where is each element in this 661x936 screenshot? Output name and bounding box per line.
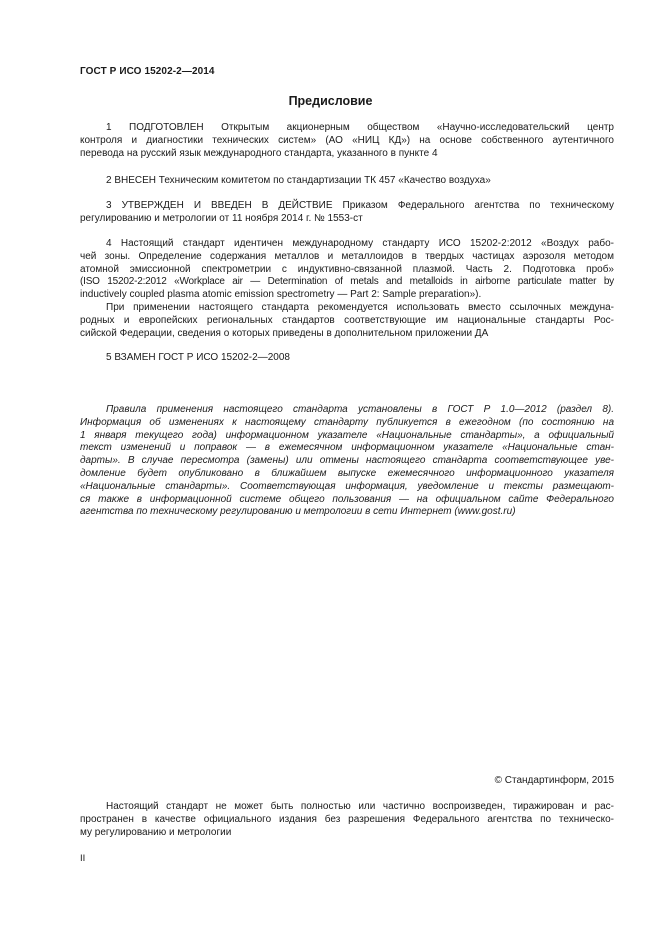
preface-item-5 [80, 352, 614, 365]
text-line: Правила применения настоящего стандарта установлены в ГОСТ Р 1.0—2012 (раздел 8). [106, 404, 614, 415]
text-line: атомной эмиссионной спектрометрии с индуктивно-связанной плазмой. Часть 2. Подготовка проб» [80, 263, 614, 275]
preface-item-4 [80, 238, 614, 340]
text-line: Настоящий стандарт не может быть полностью или частично воспроизведен, тиражирован и рас- [106, 801, 614, 812]
text-line: 4 Настоящий стандарт идентичен международному стандарту ИСО 15202-2:2012 «Воздух рабо- [106, 238, 614, 249]
preface-item-3 [80, 200, 614, 226]
text-line: чей зоны. Определение содержания металлов и металлоидов в твердых частицах аэрозоля методом [80, 250, 614, 262]
text-line: inductively coupled plasma atomic emission spectrometry — Part 2: Sample preparation»). [80, 289, 482, 301]
text-line: контроля и диагностики технических систем» (АО «НИЦ КД») на основе собственного аутентичного [80, 134, 614, 146]
text-line: ся также в информационной системе общего пользования — на официальном сайте Федерального [80, 493, 614, 505]
rules-notice [80, 404, 614, 519]
text-line: му регулированию и метрологии [80, 826, 232, 838]
text-line: домление будет опубликовано в ближайшем выпуске ежемесячного информационного указателя [80, 467, 614, 479]
page-title: Предисловие [288, 94, 373, 108]
text-line: сийской Федерации, сведения о которых приведены в дополнительном приложении ДА [80, 327, 489, 339]
reproduction-notice [80, 801, 614, 839]
text-line: Информация об изменениях к настоящему стандарту публикуется в ежегодном (по состоянию на [80, 416, 614, 428]
text-line: 3 УТВЕРЖДЕН И ВВЕДЕН В ДЕЙСТВИЕ Приказом Федерального агентства по техническому [106, 200, 614, 211]
text-line: 1 января текущего года) информационном указателе «Национальные стандарты», а официальный [80, 429, 614, 441]
text-line: агентства по техническому регулированию и метрологии в сети Интернет (www.gost.ru) [80, 506, 516, 518]
text-line: родных и европейских региональных стандартов соответствующие им национальные стандарты Рос- [80, 314, 614, 326]
text-line: дарты». В случае пересмотра (замены) или отмены настоящего стандарта соответствующее уве- [80, 455, 614, 467]
text-line: 2 ВНЕСЕН Техническим комитетом по стандартизации ТК 457 «Качество воздуха» [106, 175, 491, 186]
copyright-notice: © Стандартинформ, 2015 [494, 775, 614, 786]
page-number: II [80, 853, 86, 864]
text-line: «Национальные стандарты». Соответствующая информация, уведомление и тексты размещают- [80, 480, 614, 492]
text-line: перевода на русский язык международного стандарта, указанного в пункте 4 [80, 147, 438, 159]
text-line: При применении настоящего стандарта рекомендуется использовать вместо ссылочных междуна- [106, 301, 614, 313]
text-line: 1 ПОДГОТОВЛЕН Открытым акционерным обществом «Научно-исследовательский центр [106, 122, 614, 133]
text-line: регулированию и метрологии от 11 ноября 2014 г. № 1553-ст [80, 212, 363, 224]
preface-item-2 [80, 175, 614, 188]
text-line: текст изменений и поправок — в ежемесячном информационном указателе «Национальные стан- [80, 442, 614, 454]
preface-item-1 [80, 122, 614, 160]
document-header: ГОСТ Р ИСО 15202-2—2014 [80, 66, 215, 77]
text-line: (ISO 15202-2:2012 «Workplace air — Determination of metals and metalloids in airborne particulate matter by [80, 276, 614, 288]
text-line: пространен в качестве официального издания без разрешения Федерального агентства по техническо- [80, 813, 614, 825]
text-line: 5 ВЗАМЕН ГОСТ Р ИСО 15202-2—2008 [106, 352, 290, 363]
